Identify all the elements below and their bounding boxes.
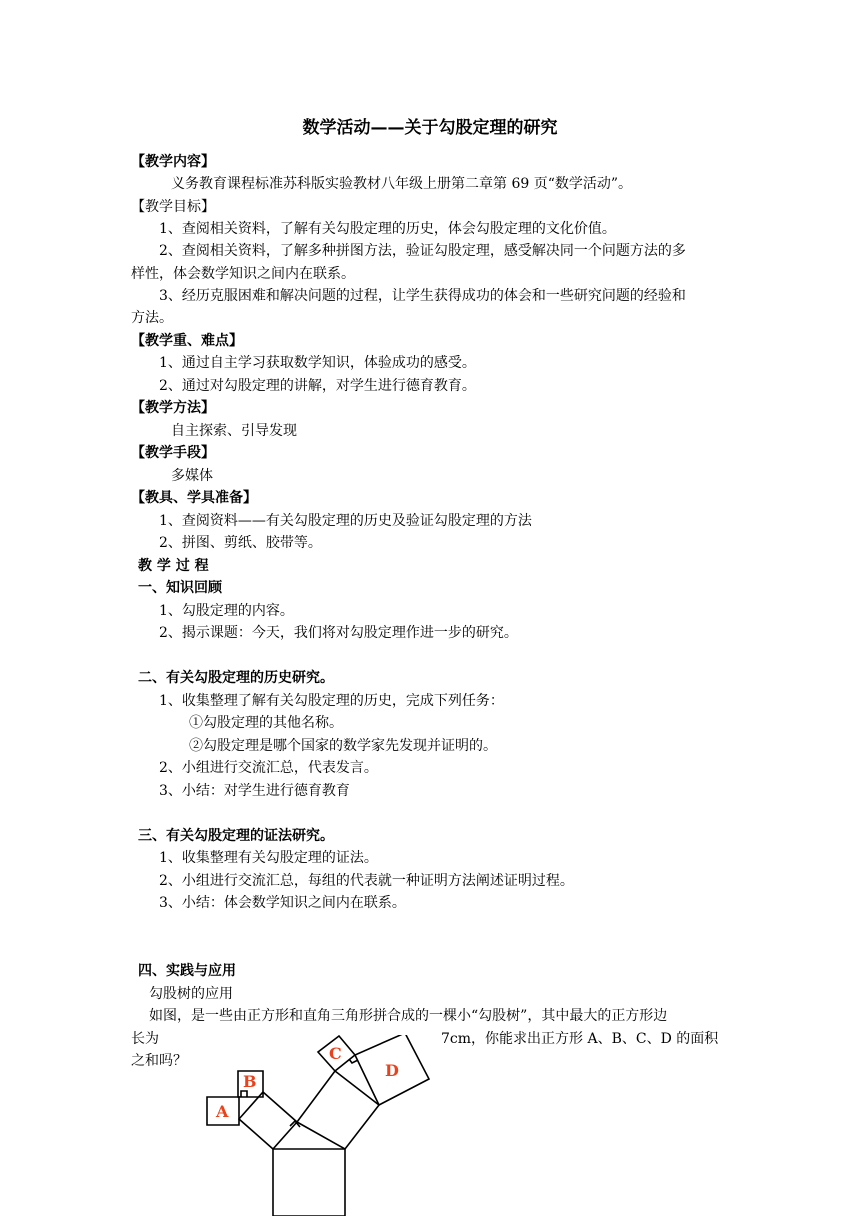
section-2-item-1b: ②勾股定理是哪个国家的数学家先发现并证明的。 xyxy=(189,738,497,754)
label-b: B xyxy=(243,1072,257,1091)
pythagoras-tree-figure xyxy=(200,1035,440,1216)
tools-2: 2、拼图、剪纸、胶带等。 xyxy=(159,535,322,551)
section-4-paragraph-line2b: 7cm，你能求出正方形 A、B、C、D 的面积 xyxy=(441,1031,719,1047)
goal-3-line1: 3、经历克服困难和解决问题的过程，让学生获得成功的体会和一些研究问题的经验和 xyxy=(159,288,686,304)
content-text: 义务教育课程标准苏科版实验教材八年级上册第二章第 69 页“数学活动”。 xyxy=(171,176,633,192)
key-1: 1、通过自主学习获取数学知识，体验成功的感受。 xyxy=(159,355,476,371)
right-square xyxy=(297,1071,379,1149)
left-square xyxy=(239,1092,297,1149)
method-text: 自主探索、引导发现 xyxy=(171,423,297,439)
section-2-item-1: 1、收集整理了解有关勾股定理的历史，完成下列任务： xyxy=(159,693,504,709)
section-3-item-3: 3、小结：体会数学知识之间内在联系。 xyxy=(159,895,406,911)
largest-square xyxy=(273,1149,345,1216)
section-3-heading: 三、有关勾股定理的证法研究。 xyxy=(138,828,334,844)
section-4-heading: 四、实践与应用 xyxy=(138,963,236,979)
section-3-item-1: 1、收集整理有关勾股定理的证法。 xyxy=(159,850,378,866)
key-heading: 【教学重、难点】 xyxy=(131,333,243,349)
section-3-item-2: 2、小组进行交流汇总，每组的代表就一种证明方法阐述证明过程。 xyxy=(159,873,574,889)
section-4-paragraph-line3: 之和吗？ xyxy=(131,1053,187,1069)
section-1-item-2: 2、揭示课题：今天，我们将对勾股定理作进一步的研究。 xyxy=(159,625,518,641)
label-c: C xyxy=(329,1044,342,1063)
key-2: 2、通过对勾股定理的讲解，对学生进行德育教育。 xyxy=(159,378,476,394)
process-heading: 教 学 过 程 xyxy=(138,558,209,574)
section-1-item-1: 1、勾股定理的内容。 xyxy=(159,603,294,619)
section-4-subheading: 勾股树的应用 xyxy=(149,986,233,1002)
section-4-paragraph-line2a: 长为 xyxy=(131,1031,159,1047)
means-heading: 【教学手段】 xyxy=(131,445,215,461)
label-a: A xyxy=(216,1102,229,1121)
means-text: 多媒体 xyxy=(171,468,213,484)
section-2-item-2: 2、小组进行交流汇总，代表发言。 xyxy=(159,760,378,776)
goal-2-line1: 2、查阅相关资料，了解多种拼图方法，验证勾股定理，感受解决同一个问题方法的多 xyxy=(159,243,686,259)
document-title: 数学活动——关于勾股定理的研究 xyxy=(302,118,558,138)
section-2-item-3: 3、小结：对学生进行德育教育 xyxy=(159,783,350,799)
label-d: D xyxy=(385,1061,399,1080)
section-4-paragraph-line1: 如图，是一些由正方形和直角三角形拼合成的一棵小“勾股树”，其中最大的正方形边 xyxy=(149,1008,668,1024)
tools-1: 1、查阅资料——有关勾股定理的历史及验证勾股定理的方法 xyxy=(159,513,532,529)
goal-3-line2: 方法。 xyxy=(131,310,173,326)
section-2-item-1a: ①勾股定理的其他名称。 xyxy=(189,715,343,731)
section-2-heading: 二、有关勾股定理的历史研究。 xyxy=(138,670,334,686)
method-heading: 【教学方法】 xyxy=(131,400,215,416)
goal-1: 1、查阅相关资料，了解有关勾股定理的历史，体会勾股定理的文化价值。 xyxy=(159,221,616,237)
goal-2-line2: 样性，体会数学知识之间内在联系。 xyxy=(131,266,355,282)
content-heading: 【教学内容】 xyxy=(131,154,215,170)
tools-heading: 【教具、学具准备】 xyxy=(131,490,257,506)
section-1-heading: 一、知识回顾 xyxy=(138,580,222,596)
right-angle-mark-b xyxy=(241,1091,247,1097)
goals-heading: 【教学目标】 xyxy=(131,199,215,215)
